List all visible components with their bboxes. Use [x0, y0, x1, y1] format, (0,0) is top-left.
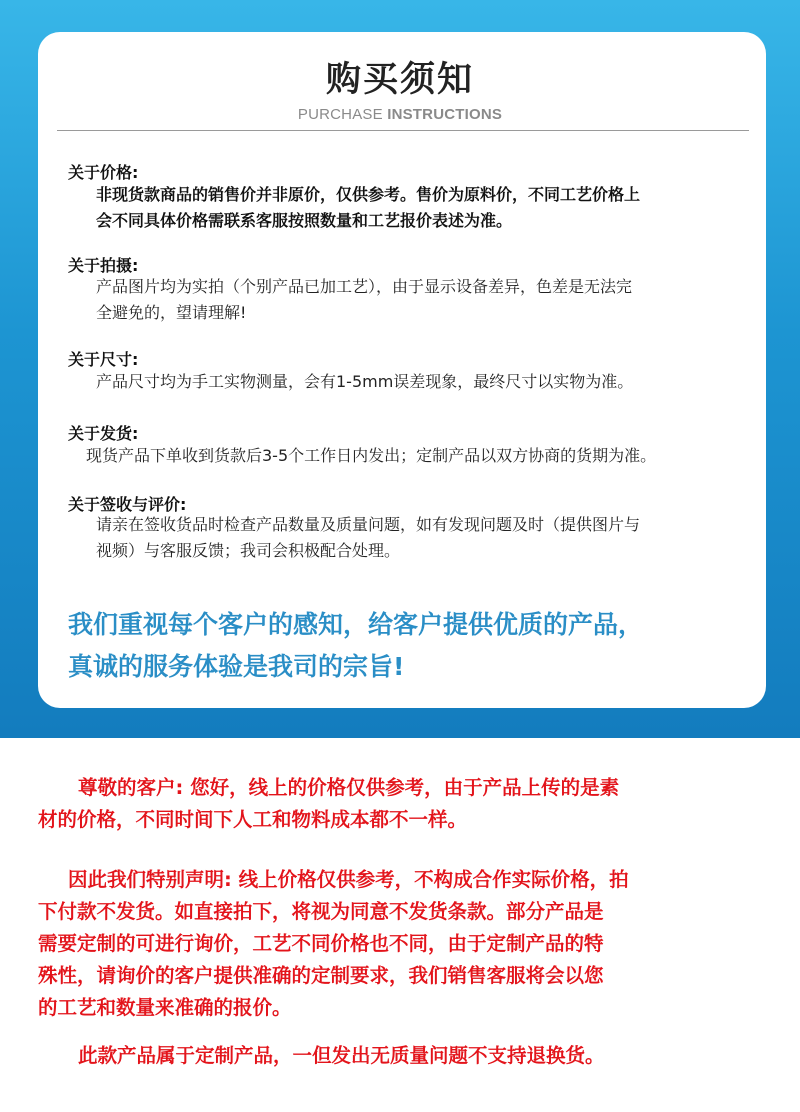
section-line: 现货产品下单收到货款后3-5个工作日内发出；定制产品以双方协商的货期为准。: [86, 446, 657, 465]
subtitle-bold: INSTRUCTIONS: [387, 106, 503, 123]
notice-line: 尊敬的客户: 您好，线上的价格仅供参考，由于产品上传的是素: [78, 776, 620, 799]
section-heading-size: 关于尺寸:: [68, 350, 139, 369]
notice-paragraph-1: [38, 772, 768, 836]
page-subtitle: [0, 106, 800, 123]
section-heading-price: 关于价格:: [68, 163, 139, 182]
notice-line: 下付款不发货。如直接拍下，将视为同意不发货条款。部分产品是: [38, 900, 604, 923]
title-divider: [57, 130, 749, 131]
section-line: 会不同具体价格需联系客服按照数量和工艺报价表述为准。: [96, 211, 513, 230]
slogan-line: 真诚的服务体验是我司的宗旨!: [68, 652, 405, 681]
notice-paragraph-3: [38, 1040, 768, 1072]
section-line: 请亲在签收货品时检查产品数量及质量问题，如有发现问题及时（提供图片与: [96, 515, 641, 534]
notice-paragraph-2: [38, 864, 768, 1024]
section-line: 视频）与客服反馈；我司会积极配合处理。: [96, 541, 401, 560]
section-line: 全避免的，望请理解!: [96, 303, 247, 322]
section-line: 产品尺寸均为手工实物测量，会有1-5mm误差现象，最终尺寸以实物为准。: [96, 372, 634, 391]
section-heading-shipping: 关于发货:: [68, 424, 139, 443]
notice-line: 需要定制的可进行询价，工艺不同价格也不同，由于定制产品的特: [38, 932, 604, 955]
subtitle-light: PURCHASE: [297, 106, 388, 123]
notice-line: 的工艺和数量来准确的报价。: [38, 996, 292, 1019]
section-line: 非现货款商品的销售价并非原价，仅供参考。售价为原料价，不同工艺价格上: [96, 185, 641, 204]
section-body-photo: [96, 274, 632, 326]
notice-line: 材的价格，不同时间下人工和物料成本都不一样。: [38, 808, 468, 831]
section-line: 产品图片均为实拍（个别产品已加工艺），由于显示设备差异，色差是无法完: [96, 277, 633, 296]
slogan: [68, 604, 758, 688]
section-heading-photo: 关于拍摄:: [68, 256, 139, 275]
slogan-line: 我们重视每个客户的感知，给客户提供优质的产品，: [68, 610, 644, 639]
notice-line: 此款产品属于定制产品，一但发出无质量问题不支持退换货。: [78, 1044, 605, 1067]
notice-line: 殊性，请询价的客户提供准确的定制要求，我们销售客服将会以您: [38, 964, 604, 987]
notice-line: 因此我们特别声明: 线上价格仅供参考，不构成合作实际价格，拍: [68, 868, 629, 891]
section-body-price: [96, 182, 640, 234]
section-heading-receipt: 关于签收与评价:: [68, 495, 187, 514]
section-body-size: [96, 369, 633, 395]
section-body-receipt: [96, 512, 640, 564]
section-body-shipping: [86, 443, 656, 469]
page-title: 购买须知: [325, 60, 474, 100]
